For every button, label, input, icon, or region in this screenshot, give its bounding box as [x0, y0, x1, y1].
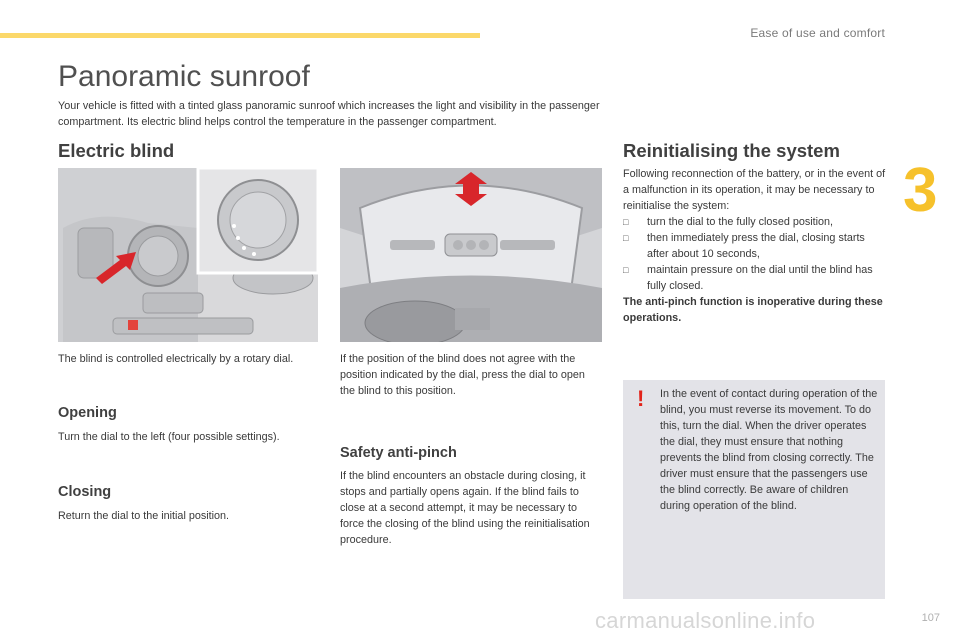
safety-anti-pinch-text: If the blind encounters an obstacle during closing, it stops and partially opens again. If the blind fails to close at a second attempt, it may be necessary to force the closing of the blind using the reinitialisation procedure. — [340, 470, 590, 546]
page-title: Panoramic sunroof — [58, 60, 310, 93]
opening-heading: Opening — [58, 405, 117, 421]
watermark: carmanualsonline.info — [595, 608, 816, 633]
reinitialisation-procedure — [623, 166, 887, 326]
step-item: □ maintain pressure on the dial until the blind has fully closed. — [623, 262, 887, 294]
chapter-number: 3 — [903, 156, 938, 225]
cabin-sunroof-illustration — [340, 168, 602, 342]
safety-anti-pinch-heading: Safety anti-pinch — [340, 445, 457, 461]
warning-box — [623, 380, 885, 599]
reinitialisation-steps — [623, 214, 887, 294]
step-item: □ turn the dial to the fully closed position, — [623, 214, 887, 230]
anti-pinch-note: The anti-pinch function is inoperative during these operations. — [623, 296, 883, 324]
step-item: □ then immediately press the dial, closing starts after about 10 seconds, — [623, 230, 887, 262]
warning-text: In the event of contact during operation of the blind, you must reverse its movement. To do this, turn the dial. When the driver operates the dial, they must ensure that nothing prevents the blind from closing correctly. The driver must ensure that the passengers use the blind correctly. Be aware of children during operation of the blind. — [660, 388, 878, 512]
blind-position-text: If the position of the blind does not agree with the position indicated by the dial, press the dial to open the blind to this position. — [340, 353, 585, 397]
rotary-dial-illustration — [58, 168, 318, 342]
page-number: 107 — [921, 612, 940, 624]
warning-exclamation-icon: ! — [637, 386, 645, 411]
reinitialising-heading: Reinitialising the system — [623, 140, 840, 161]
opening-text: Turn the dial to the left (four possible settings). — [58, 431, 280, 443]
blind-control-text: The blind is controlled electrically by a rotary dial. — [58, 353, 294, 365]
closing-text: Return the dial to the initial position. — [58, 510, 230, 522]
closing-heading: Closing — [58, 484, 112, 500]
intro-paragraph: Your vehicle is fitted with a tinted glass panoramic sunroof which increases the light and visibility in the passenger compartment. Its electric blind helps control the temperature in the passenger compartment. — [58, 100, 600, 128]
section-title: Ease of use and comfort — [750, 26, 885, 40]
electric-blind-heading: Electric blind — [58, 140, 175, 161]
reinitialisation-intro: Following reconnection of the battery, or in the event of a malfunction in its operation, it may be necessary to reinitialise the system: — [623, 168, 886, 212]
header-accent-bar — [0, 33, 480, 38]
